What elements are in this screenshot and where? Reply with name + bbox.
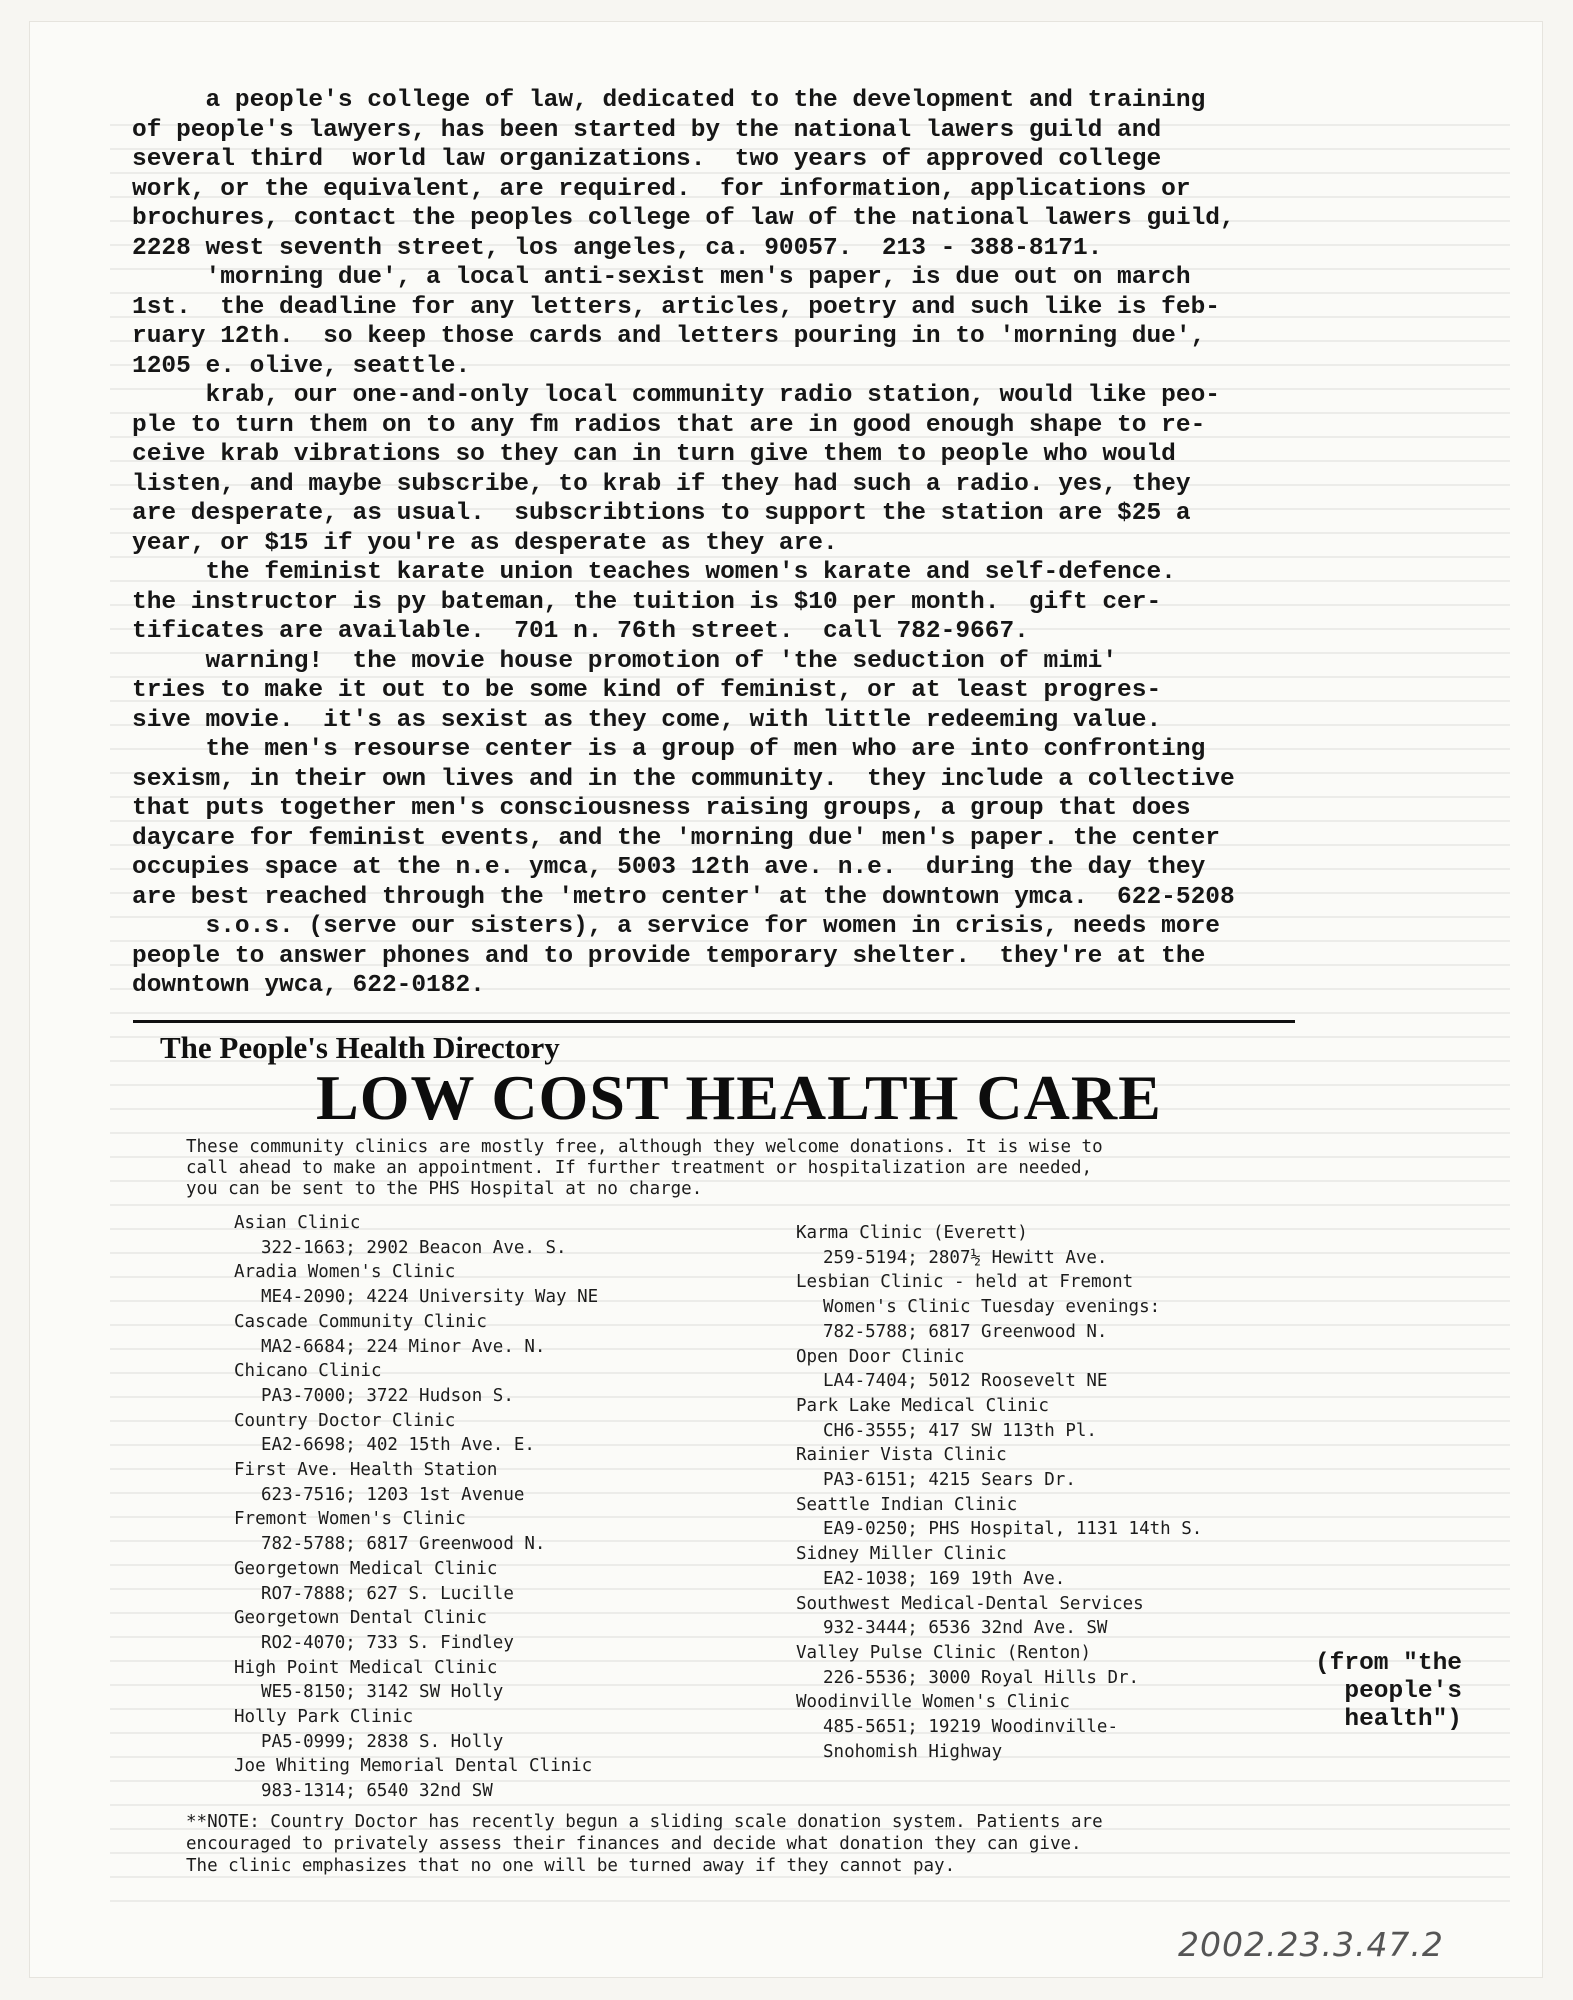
typed-line: of people's lawyers, has been started by the national lawers guild and: [132, 116, 1162, 144]
clinic-entry: [796, 1221, 1356, 1270]
clinic-name: Country Doctor Clinic: [234, 1410, 456, 1431]
clinic-name: Park Lake Medical Clinic: [796, 1395, 1049, 1416]
clinic-entry: [234, 1310, 794, 1359]
clinic-details: WE5-8150; 3142 SW Holly: [261, 1682, 504, 1703]
typewritten-announcements: [132, 86, 1462, 1001]
clinic-name: First Ave. Health Station: [234, 1460, 498, 1481]
source-line: people's: [1344, 1678, 1462, 1705]
clinic-details: EA2-1038; 169 19th Ave.: [823, 1568, 1066, 1589]
typed-line: warning! the movie house promotion of 'the seduction of mimi': [132, 647, 1118, 675]
clinic-details: 623-7516; 1203 1st Avenue: [261, 1484, 525, 1505]
clinic-name: Rainier Vista Clinic: [796, 1445, 1007, 1466]
typed-line: ruary 12th. so keep those cards and letters pouring in to 'morning due',: [132, 323, 1206, 350]
note-line: The clinic emphasizes that no one will be turned away if they cannot pay.: [186, 1856, 956, 1876]
typed-line: several third world law organizations. two years of approved college: [132, 146, 1162, 173]
clinic-name: Seattle Indian Clinic: [796, 1494, 1018, 1515]
typed-line: a people's college of law, dedicated to the development and training: [132, 87, 1206, 114]
clinic-details: PA3-7000; 3722 Hudson S.: [261, 1385, 514, 1406]
clinic-entry: [234, 1458, 794, 1507]
clinic-details: CH6-3555; 417 SW 113th Pl.: [823, 1420, 1097, 1441]
clinic-name: Georgetown Dental Clinic: [234, 1608, 487, 1629]
typed-line: daycare for feminist events, and the 'morning due' men's paper. the center: [132, 824, 1220, 852]
clinic-entry: [796, 1443, 1356, 1492]
clinic-name: Woodinville Women's Clinic: [796, 1692, 1070, 1713]
clinic-details: RO7-7888; 627 S. Lucille: [261, 1583, 514, 1604]
typed-line: 1205 e. olive, seattle.: [132, 352, 471, 380]
intro-line: These community clinics are mostly free, although they welcome donations. It is wise to: [186, 1137, 1103, 1157]
typed-line: are desperate, as usual. subscribtions to support the station are $25 a: [132, 500, 1191, 527]
clinic-name: Holly Park Clinic: [234, 1707, 414, 1728]
typed-line: sexism, in their own lives and in the community. they include a collective: [132, 765, 1235, 793]
clinic-details: Snohomish Highway: [823, 1741, 1003, 1762]
clinic-entry: [234, 1557, 794, 1606]
typed-line: krab, our one-and-only local community radio station, would like peo-: [132, 382, 1220, 409]
clinic-details: EA9-0250; PHS Hospital, 1131 14th S.: [823, 1519, 1203, 1540]
clinic-entry: [234, 1754, 794, 1803]
clinic-details: PA3-6151; 4215 Sears Dr.: [823, 1470, 1076, 1491]
note-line: encouraged to privately assess their finances and decide what donation they can give.: [186, 1834, 1082, 1854]
clinic-entry: [796, 1394, 1356, 1443]
note-line: **NOTE: Country Doctor has recently begun a sliding scale donation system. Patients are: [186, 1812, 1103, 1832]
clinic-list-left: [234, 1211, 794, 1804]
typed-line: people to answer phones and to provide temporary shelter. they're at the: [132, 942, 1206, 970]
typed-line: tificates are available. 701 n. 76th street. call 782-9667.: [132, 618, 1029, 645]
intro-line: call ahead to make an appointment. If further treatment or hospitalization are needed,: [186, 1158, 1093, 1178]
clinic-details: 322-1663; 2902 Beacon Ave. S.: [261, 1237, 567, 1258]
typed-line: ceive krab vibrations so they can in turn give them to people who would: [132, 441, 1176, 468]
clinic-entry: [234, 1606, 794, 1655]
clinic-entry: [796, 1542, 1356, 1591]
clinic-name: Joe Whiting Memorial Dental Clinic: [234, 1756, 593, 1777]
typed-line: ple to turn them on to any fm radios that are in good enough shape to re-: [132, 411, 1206, 439]
clinic-details: 782-5788; 6817 Greenwood N.: [261, 1534, 546, 1555]
typed-line: brochures, contact the peoples college of law of the national lawers guild,: [132, 205, 1235, 232]
clinic-name: Southwest Medical-Dental Services: [796, 1593, 1144, 1614]
clinic-entry: [796, 1270, 1356, 1344]
accession-number: 2002.23.3.47.2: [1178, 1925, 1444, 1964]
clinic-name: High Point Medical Clinic: [234, 1657, 498, 1678]
clinic-name: Fremont Women's Clinic: [234, 1509, 466, 1530]
clinic-name: Cascade Community Clinic: [234, 1311, 487, 1332]
typed-line: occupies space at the n.e. ymca, 5003 12th ave. n.e. during the day they: [132, 854, 1206, 881]
clinic-details: 485-5651; 19219 Woodinville-: [823, 1717, 1119, 1738]
clinic-name: Chicano Clinic: [234, 1361, 382, 1382]
clinic-entry: [234, 1211, 794, 1260]
typed-line: work, or the equivalent, are required. for information, applications or: [132, 175, 1191, 203]
intro-line: you can be sent to the PHS Hospital at no charge.: [186, 1179, 703, 1199]
clinic-entry: [234, 1260, 794, 1309]
clinic-name: Karma Clinic (Everett): [796, 1223, 1028, 1243]
clinic-details: MA2-6684; 224 Minor Ave. N.: [261, 1336, 546, 1357]
clinic-name: Open Door Clinic: [796, 1346, 965, 1367]
clinic-entry: [234, 1705, 794, 1754]
clinic-details: LA4-7404; 5012 Roosevelt NE: [823, 1371, 1108, 1392]
clinic-details: 259-5194; 2807½ Hewitt Ave.: [823, 1247, 1108, 1268]
clinic-name: Lesbian Clinic - held at Fremont: [796, 1272, 1134, 1293]
typed-line: tries to make it out to be some kind of feminist, or at least progres-: [132, 677, 1162, 704]
clinic-details: EA2-6698; 402 15th Ave. E.: [261, 1435, 535, 1456]
typed-line: 1st. the deadline for any letters, articles, poetry and such like is feb-: [132, 293, 1220, 321]
clinic-details: RO2-4070; 733 S. Findley: [261, 1632, 514, 1653]
typed-line: that puts together men's consciousness raising groups, a group that does: [132, 795, 1191, 822]
clinic-entry: [234, 1359, 794, 1408]
clinic-details: 983-1314; 6540 32nd SW: [261, 1781, 493, 1802]
clinic-details: Women's Clinic Tuesday evenings:: [823, 1297, 1161, 1318]
typed-line: the men's resourse center is a group of men who are into confronting: [132, 736, 1206, 763]
typed-line: are best reached through the 'metro center' at the downtown ymca. 622-5208: [132, 883, 1235, 911]
typed-line: listen, and maybe subscribe, to krab if they had such a radio. yes, they: [132, 470, 1191, 498]
typed-line: year, or $15 if you're as desperate as they are.: [132, 529, 838, 557]
clinic-name: Aradia Women's Clinic: [234, 1262, 456, 1283]
clinic-details: 932-3444; 6536 32nd Ave. SW: [823, 1618, 1108, 1639]
directory-note: [186, 1811, 1306, 1877]
clinic-name: Asian Clinic: [234, 1213, 361, 1233]
source-line: health"): [1344, 1706, 1462, 1733]
typed-line: 'morning due', a local anti-sexist men's paper, is due out on march: [132, 264, 1191, 291]
directory-headline: LOW COST HEALTH CARE: [316, 1062, 1162, 1133]
typed-line: sive movie. it's as sexist as they come, with little redeeming value.: [132, 706, 1162, 734]
clinic-entry: [234, 1409, 794, 1458]
clinic-entry: [234, 1656, 794, 1705]
typed-line: the instructor is py bateman, the tuition is $10 per month. gift cer-: [132, 588, 1162, 616]
typed-line: the feminist karate union teaches women's karate and self-defence.: [132, 559, 1176, 586]
clinic-name: Valley Pulse Clinic (Renton): [796, 1642, 1092, 1663]
typed-line: downtown ywca, 622-0182.: [132, 972, 485, 999]
clinic-details: 226-5536; 3000 Royal Hills Dr.: [823, 1667, 1140, 1688]
source-line: (from "the: [1314, 1650, 1462, 1677]
typed-line: 2228 west seventh street, los angeles, ca. 90057. 213 - 388-8171.: [132, 234, 1103, 262]
clinic-entry: [234, 1507, 794, 1556]
clinic-name: Sidney Miller Clinic: [796, 1544, 1007, 1565]
directory-intro: [186, 1137, 1306, 1200]
source-attribution: [1232, 1650, 1462, 1734]
clinic-details: ME4-2090; 4224 University Way NE: [261, 1287, 599, 1308]
section-divider: [133, 1020, 1295, 1023]
clinic-name: Georgetown Medical Clinic: [234, 1558, 498, 1579]
clinic-entry: [796, 1345, 1356, 1394]
clinic-details: PA5-0999; 2838 S. Holly: [261, 1731, 504, 1752]
clinic-entry: [796, 1592, 1356, 1641]
typed-line: s.o.s. (serve our sisters), a service for women in crisis, needs more: [132, 913, 1220, 940]
clinic-entry: [796, 1493, 1356, 1542]
clinic-details: 782-5788; 6817 Greenwood N.: [823, 1321, 1108, 1342]
directory-title: The People's Health Directory: [160, 1030, 560, 1065]
